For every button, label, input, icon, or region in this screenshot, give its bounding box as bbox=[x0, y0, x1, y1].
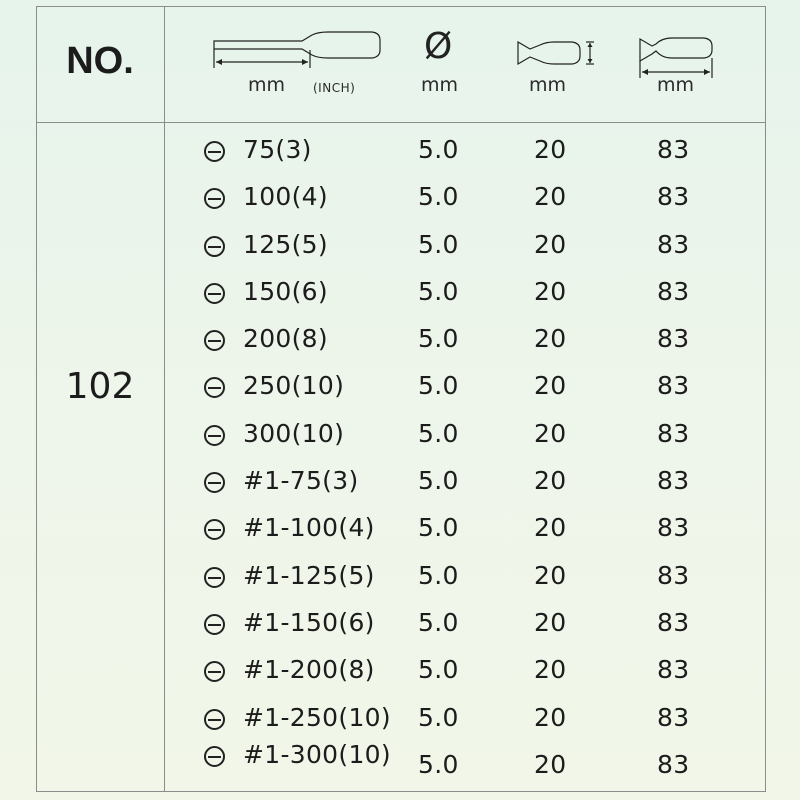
blade-size: #1-300(10) bbox=[243, 740, 391, 769]
handle-diameter: 20 bbox=[534, 750, 567, 779]
shaft-diameter: 5.0 bbox=[418, 182, 459, 211]
slotted-tip-icon bbox=[204, 519, 225, 540]
shaft-diameter: 5.0 bbox=[418, 655, 459, 684]
blade-size: 125(5) bbox=[243, 230, 328, 259]
screwdriver-shaft-length-icon bbox=[210, 28, 386, 72]
slotted-tip-icon bbox=[204, 472, 225, 493]
handle-length: 83 bbox=[657, 277, 690, 306]
slotted-tip-icon bbox=[204, 425, 225, 446]
handle-diameter: 20 bbox=[534, 608, 567, 637]
table-row bbox=[0, 320, 800, 360]
blade-size: 150(6) bbox=[243, 277, 328, 306]
slotted-tip-icon bbox=[204, 661, 225, 682]
handle-diameter: 20 bbox=[534, 561, 567, 590]
table-row bbox=[0, 557, 800, 597]
handle-length: 83 bbox=[657, 324, 690, 353]
handle-diameter: 20 bbox=[534, 419, 567, 448]
handle-length: 83 bbox=[657, 655, 690, 684]
handle-length: 83 bbox=[657, 561, 690, 590]
blade-size: #1-100(4) bbox=[243, 513, 375, 542]
handle-length: 83 bbox=[657, 608, 690, 637]
blade-size: #1-125(5) bbox=[243, 561, 375, 590]
handle-diameter: 20 bbox=[534, 277, 567, 306]
slotted-tip-icon bbox=[204, 567, 225, 588]
table-row bbox=[0, 226, 800, 266]
slotted-tip-icon bbox=[204, 746, 225, 767]
shaft-diameter: 5.0 bbox=[418, 324, 459, 353]
blade-size: 300(10) bbox=[243, 419, 345, 448]
slotted-tip-icon bbox=[204, 377, 225, 398]
table-row bbox=[0, 131, 800, 171]
shaft-diameter: 5.0 bbox=[418, 608, 459, 637]
handle-diameter: 20 bbox=[534, 182, 567, 211]
blade-size: 100(4) bbox=[243, 182, 328, 211]
shaft-diameter: 5.0 bbox=[418, 561, 459, 590]
blade-size: 75(3) bbox=[243, 135, 312, 164]
shaft-diameter: 5.0 bbox=[418, 750, 459, 779]
handle-length: 83 bbox=[657, 466, 690, 495]
handle-diameter: 20 bbox=[534, 230, 567, 259]
slotted-tip-icon bbox=[204, 236, 225, 257]
shaft-diameter: 5.0 bbox=[418, 371, 459, 400]
handle-diameter: 20 bbox=[534, 135, 567, 164]
table-row bbox=[0, 699, 800, 739]
blade-size: #1-250(10) bbox=[243, 703, 391, 732]
handle-diameter-icon bbox=[514, 36, 600, 70]
table-row bbox=[0, 273, 800, 313]
shaft-diameter: 5.0 bbox=[418, 230, 459, 259]
handle-length: 83 bbox=[657, 750, 690, 779]
handle-diameter: 20 bbox=[534, 703, 567, 732]
slotted-tip-icon bbox=[204, 709, 225, 730]
handle-diameter: 20 bbox=[534, 513, 567, 542]
handle-length: 83 bbox=[657, 182, 690, 211]
table-row bbox=[0, 462, 800, 502]
shaft-diameter: 5.0 bbox=[418, 135, 459, 164]
table-row bbox=[0, 651, 800, 691]
slotted-tip-icon bbox=[204, 614, 225, 635]
diameter-symbol: Ø bbox=[424, 26, 453, 67]
table-row bbox=[0, 415, 800, 455]
table-row bbox=[0, 178, 800, 218]
shaft-diameter: 5.0 bbox=[418, 466, 459, 495]
slotted-tip-icon bbox=[204, 283, 225, 304]
table-row bbox=[0, 367, 800, 407]
blade-size: #1-150(6) bbox=[243, 608, 375, 637]
handle-length: 83 bbox=[657, 419, 690, 448]
handle-length-unit: mm bbox=[657, 74, 695, 96]
table-row bbox=[0, 736, 800, 779]
blade-size: #1-75(3) bbox=[243, 466, 359, 495]
shaft-length-unit: mm bbox=[248, 74, 286, 96]
handle-diameter: 20 bbox=[534, 371, 567, 400]
shaft-diameter: 5.0 bbox=[418, 277, 459, 306]
slotted-tip-icon bbox=[204, 330, 225, 351]
table-row bbox=[0, 509, 800, 549]
model-column-header: NO. bbox=[66, 40, 134, 82]
shaft-diameter: 5.0 bbox=[418, 419, 459, 448]
slotted-tip-icon bbox=[204, 188, 225, 209]
shaft-diameter: 5.0 bbox=[418, 703, 459, 732]
handle-diameter-unit: mm bbox=[529, 74, 567, 96]
handle-diameter: 20 bbox=[534, 324, 567, 353]
handle-diameter: 20 bbox=[534, 655, 567, 684]
header-divider bbox=[36, 122, 766, 123]
model-number: 102 bbox=[65, 366, 135, 407]
handle-length: 83 bbox=[657, 371, 690, 400]
slotted-tip-icon bbox=[204, 141, 225, 162]
blade-size: #1-200(8) bbox=[243, 655, 375, 684]
shaft-length-unit-inch: (INCH) bbox=[313, 81, 356, 95]
diameter-unit: mm bbox=[421, 74, 459, 96]
handle-length: 83 bbox=[657, 230, 690, 259]
handle-length: 83 bbox=[657, 135, 690, 164]
blade-size: 250(10) bbox=[243, 371, 345, 400]
shaft-diameter: 5.0 bbox=[418, 513, 459, 542]
table-row bbox=[0, 604, 800, 644]
blade-size: 200(8) bbox=[243, 324, 328, 353]
handle-diameter: 20 bbox=[534, 466, 567, 495]
handle-length: 83 bbox=[657, 513, 690, 542]
handle-length: 83 bbox=[657, 703, 690, 732]
